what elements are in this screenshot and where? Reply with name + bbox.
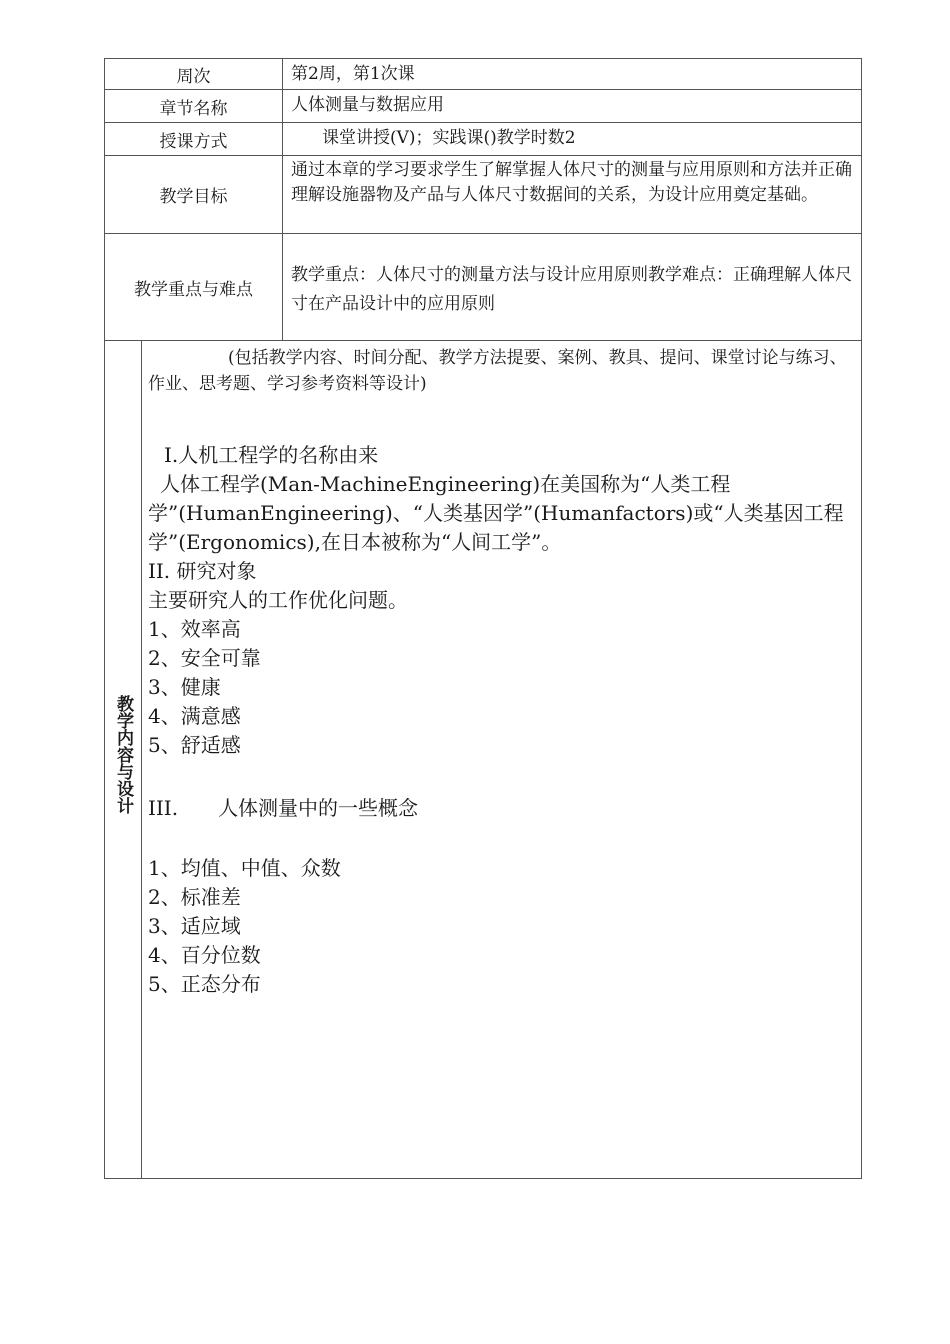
list-item: 1、效率高 bbox=[148, 617, 241, 641]
week-label: 周次 bbox=[105, 59, 283, 89]
focus-value: 教学重点：人体尺寸的测量方法与设计应用原则教学难点：正确理解人体尺寸在产品设计中的应用原则 bbox=[291, 265, 852, 314]
objectives-list bbox=[148, 615, 853, 760]
method-label: 授课方式 bbox=[105, 123, 283, 155]
concepts-list bbox=[148, 854, 853, 999]
list-item: 4、满意感 bbox=[148, 704, 241, 728]
section-heading-3 bbox=[148, 794, 853, 823]
chapter-label: 章节名称 bbox=[105, 90, 283, 122]
chapter-value: 人体测量与数据应用 bbox=[291, 95, 444, 115]
row-method bbox=[104, 123, 862, 156]
design-label: 教学内容与设计 bbox=[113, 695, 133, 814]
section-heading-3-number: III. bbox=[148, 796, 179, 820]
section-paragraph-1: 人体工程学(Man-MachineEngineering)在美国称为“人类工程学”(HumanEngineering)、“人类基因学”(Humanfactors)或“人类基因工程学”(Ergonomics),在日本被称为“人间工学”。 bbox=[148, 472, 844, 554]
focus-label: 教学重点与难点 bbox=[105, 234, 283, 340]
row-goal bbox=[104, 156, 862, 234]
design-label-cell bbox=[105, 341, 142, 1178]
list-item: 3、健康 bbox=[148, 675, 221, 699]
lesson-plan-table bbox=[104, 58, 862, 1179]
list-item: 4、百分位数 bbox=[148, 943, 261, 967]
design-intro: (包括教学内容、时间分配、教学方法提要、案例、教具、提问、课堂讨论与练习、作业、思考题、学习参考资料等设计) bbox=[148, 348, 847, 394]
goal-label: 教学目标 bbox=[105, 156, 283, 233]
section-paragraph-2: 主要研究人的工作优化问题。 bbox=[148, 588, 408, 612]
list-item: 5、正态分布 bbox=[148, 972, 261, 996]
section-heading-3-text: 人体测量中的一些概念 bbox=[218, 796, 419, 820]
list-item: 5、舒适感 bbox=[148, 733, 241, 757]
goal-value: 通过本章的学习要求学生了解掌握人体尺寸的测量与应用原则和方法并正确理解设施器物及产品与人体尺寸数据间的关系，为设计应用奠定基础。 bbox=[291, 160, 852, 205]
row-design bbox=[104, 341, 862, 1179]
list-item: 2、安全可靠 bbox=[148, 646, 261, 670]
list-item: 2、标准差 bbox=[148, 885, 241, 909]
row-week bbox=[104, 58, 862, 90]
section-heading-1: I.人机工程学的名称由来 bbox=[164, 443, 379, 467]
design-content bbox=[148, 341, 853, 999]
list-item: 1、均值、中值、众数 bbox=[148, 856, 341, 880]
week-value: 第2周，第1次课 bbox=[291, 64, 415, 84]
section-heading-2: II. 研究对象 bbox=[148, 559, 257, 583]
row-focus bbox=[104, 234, 862, 341]
method-value: 课堂讲授(V)；实践课()教学时数2 bbox=[322, 128, 576, 148]
list-item: 3、适应域 bbox=[148, 914, 241, 938]
row-chapter bbox=[104, 90, 862, 123]
